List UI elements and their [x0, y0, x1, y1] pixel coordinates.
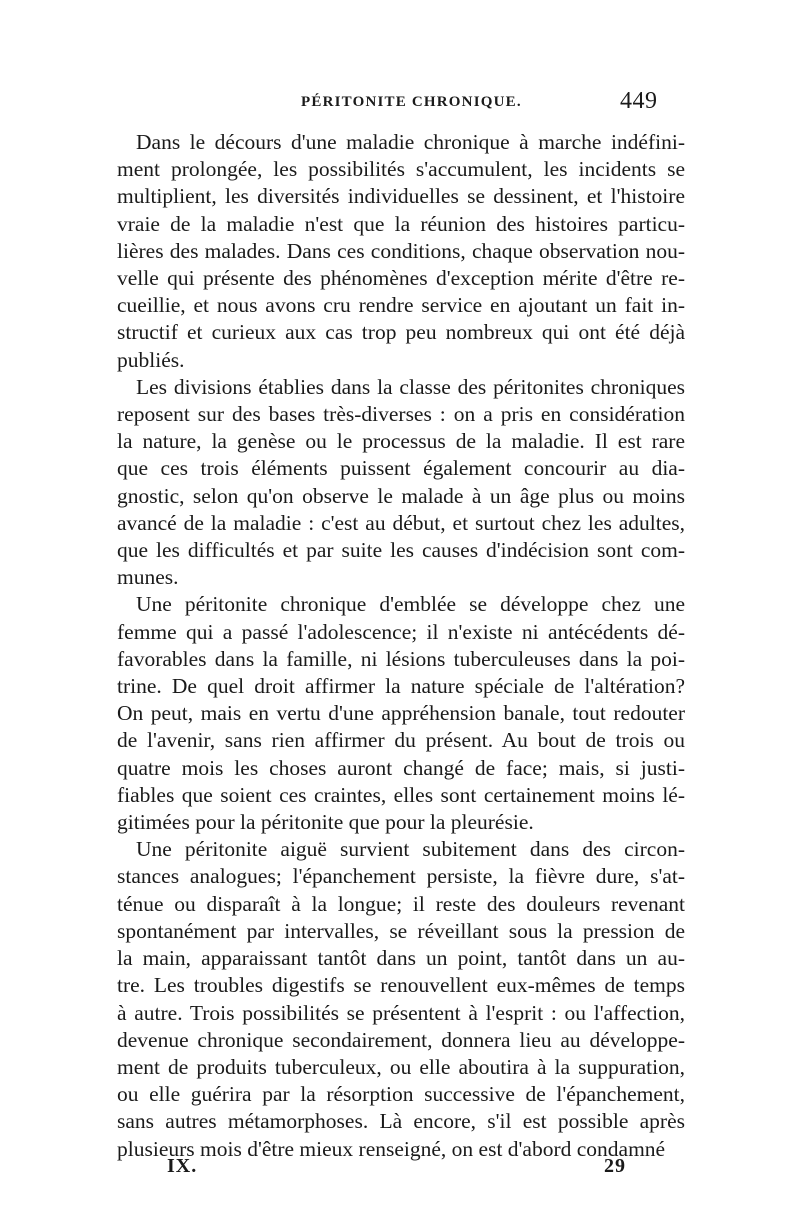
text-line: Les divisions établies dans la classe des péritonites chroniques — [136, 374, 685, 399]
text-line: cueillie, et nous avons cru rendre service en ajoutant un fait in- — [117, 293, 685, 318]
page-footer — [0, 1150, 800, 1190]
text-line: trine. De quel droit affirmer la nature spéciale de l'altération? — [117, 674, 685, 699]
text-line: la nature, la genèse ou le processus de la maladie. Il est rare — [117, 429, 685, 454]
text-line: avancé de la maladie : c'est au début, et surtout chez les adultes, — [117, 510, 685, 535]
text-line: ment prolongée, les possibilités s'accumulent, les incidents se — [117, 157, 685, 182]
text-line: lières des malades. Dans ces conditions, chaque observation nou- — [117, 238, 685, 263]
text-line: ténue ou disparaît à la longue; il reste des douleurs revenant — [117, 891, 685, 916]
text-line: gitimées pour la péritonite que pour la pleurésie. — [117, 810, 534, 835]
text-line: munes. — [117, 565, 179, 590]
paragraph — [117, 129, 685, 374]
text-line: structif et curieux aux cas trop peu nombreux qui ont été déjà — [117, 320, 685, 345]
running-head — [0, 78, 800, 118]
text-line: reposent sur des bases très-diverses : on a pris en considération — [117, 402, 685, 427]
text-line: femme qui a passé l'adolescence; il n'existe ni antécédents dé- — [117, 619, 685, 644]
text-line: Dans le décours d'une maladie chronique à marche indéfini- — [136, 130, 685, 154]
text-line: de l'avenir, sans rien affirmer du présent. Au bout de trois ou — [117, 728, 685, 753]
text-line: On peut, mais en vertu d'une appréhension banale, tout redouter — [117, 701, 685, 726]
text-line: devenue chronique secondairement, donnera lieu au développe- — [117, 1027, 685, 1052]
text-line: fiables que soient ces craintes, elles sont certainement moins lé- — [117, 782, 685, 807]
text-line: sans autres métamorphoses. Là encore, s'il est possible après — [117, 1109, 685, 1134]
text-line: ment de produits tuberculeux, ou elle aboutira à la suppuration, — [117, 1054, 685, 1079]
running-title: PÉRITONITE CHRONIQUE. — [301, 94, 522, 110]
paragraph — [117, 374, 685, 592]
text-line: velle qui présente des phénomènes d'exception mérite d'être re- — [117, 266, 685, 291]
text-line: Une péritonite chronique d'emblée se développe chez une — [136, 592, 685, 617]
text-line: la main, apparaissant tantôt dans un point, tantôt dans un au- — [117, 946, 685, 971]
signature-mark: IX. — [167, 1155, 198, 1177]
text-line: tre. Les troubles digestifs se renouvellent eux-mêmes de temps — [117, 973, 685, 998]
text-line: ou elle guérira par la résorption successive de l'épanchement, — [117, 1082, 685, 1107]
paragraph — [117, 591, 685, 836]
page-number: 449 — [620, 88, 658, 114]
paragraph — [117, 836, 685, 1162]
text-line: à autre. Trois possibilités se présentent à l'esprit : ou l'affection, — [117, 1000, 685, 1025]
text-line: plusieurs mois d'être mieux renseigné, on est d'abord condamné — [117, 1136, 666, 1161]
body-text — [117, 129, 685, 1163]
text-line: que les difficultés et par suite les causes d'indécision sont com- — [117, 538, 685, 563]
text-line: quatre mois les choses auront changé de face; mais, si justi- — [117, 755, 685, 780]
text-line: gnostic, selon qu'on observe le malade à un âge plus ou moins — [117, 483, 685, 508]
text-line: que ces trois éléments puissent également concourir au dia- — [117, 456, 685, 481]
text-line: Une péritonite aiguë survient subitement dans des circon- — [136, 837, 685, 862]
text-line: stances analogues; l'épanchement persiste, la fièvre dure, s'at- — [117, 864, 685, 889]
text-line: publiés. — [117, 347, 185, 372]
text-line: multiplient, les diversités individuelles se dessinent, et l'histoire — [117, 184, 685, 209]
text-line: vraie de la maladie n'est que la réunion des histoires particu- — [117, 211, 685, 236]
gathering-number: 29 — [604, 1155, 626, 1177]
text-line: favorables dans la famille, ni lésions tuberculeuses dans la poi- — [117, 646, 685, 671]
text-line: spontanément par intervalles, se réveillant sous la pression de — [117, 918, 685, 943]
